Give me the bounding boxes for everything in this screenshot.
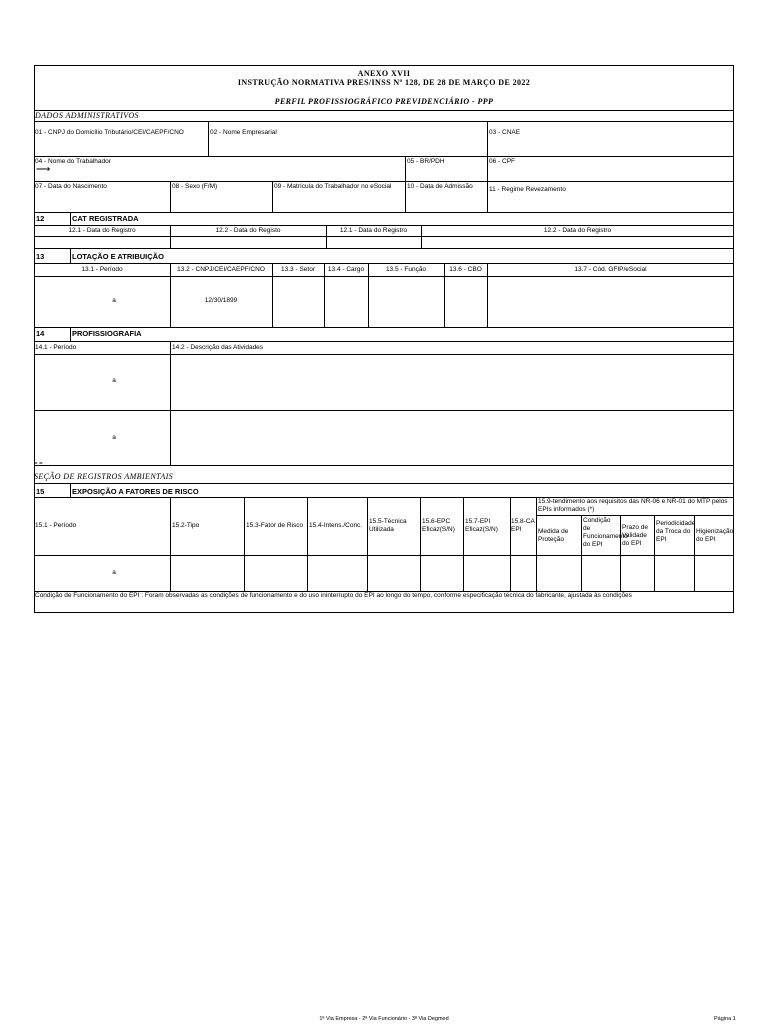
exposicao-sub-periodicidade: Periodicidade da Troca do EPI — [656, 520, 696, 543]
profissiografia-row-1-periodo: a — [112, 377, 116, 384]
cat-col-3: 12.1 - Data do Registro — [339, 227, 408, 234]
cat-section-number: 12 — [36, 214, 45, 223]
cat-col-4: 12.2 - Data do Registro — [543, 227, 612, 234]
field-10-label: 10 - Data de Admissão — [407, 183, 473, 190]
epi-condition-note: Condição de Funcionamento do EPI : Foram observadas as condições de funcionamento e do uso ininterrupto do EPI ao longo do tempo, conforme especificação técnica do fabricante, ajustada às condições — [35, 592, 632, 599]
exposicao-col-fator: 15.3-Fator de Risco — [246, 522, 304, 529]
lotacao-col-cbo: 13.6 - CBO — [449, 266, 482, 273]
exposicao-col-tipo: 15.2-Tipo — [172, 522, 200, 529]
cat-col-2: 12.2 - Data do Registo — [215, 227, 281, 234]
field-11-label: 11 - Regime Revezamento — [489, 186, 566, 193]
field-05-label: 05 - BR/PDH — [407, 158, 445, 165]
field-07-label: 07 - Data do Nascimento — [35, 183, 107, 190]
lotacao-col-gfip: 13.7 - Cód. GFIP/eSocial — [574, 266, 647, 273]
lotacao-section-title: LOTAÇÃO E ATRIBUIÇÃO — [72, 252, 164, 261]
lotacao-col-cargo: 13.4 - Cargo — [327, 266, 365, 273]
field-08-label: 08 - Sexo (F/M) — [172, 183, 218, 190]
profissiografia-col-periodo: 14.1 - Período — [35, 344, 77, 351]
exposicao-col-epc: 15.6-EPC Eficaz(S/N) — [422, 518, 455, 533]
field-01-label: 01 - CNPJ do Domicílio Tributário/CEI/CAEPF/CNO — [35, 129, 184, 136]
footer-page-number: Página 1 — [714, 1016, 736, 1022]
instruction-label: INSTRUÇÃO NORMATIVA PRES/INSS Nº 128, DE 28 DE MARÇO DE 2022 — [237, 78, 531, 87]
exposicao-sub-medida: Medida de Proteção — [538, 528, 569, 543]
field-03-label: 03 - CNAE — [489, 129, 521, 136]
field-04-label: 04 - Nome do Trabalhador — [35, 158, 111, 165]
exposicao-row-periodo: a — [112, 569, 116, 576]
exposicao-section-title: EXPOSIÇÃO A FATORES DE RISCO — [72, 487, 199, 496]
field-02-label: 02 - Nome Empresarial — [210, 129, 277, 136]
lotacao-col-funcao: 13.5 - Função — [385, 266, 427, 273]
lotacao-col-periodo: 13.1 - Período — [81, 266, 123, 273]
cat-col-1: 12.1 - Data do Registro — [68, 227, 136, 234]
lotacao-section-number: 13 — [36, 252, 45, 261]
footer-copies: 1ª Via Empresa - 2ª Via Funcionário - 3ª Via Degmed — [319, 1016, 449, 1022]
exposicao-sub-prazo: Prazo de Validade do EPI — [622, 524, 649, 547]
profissiografia-row-2-periodo: a — [112, 434, 116, 441]
exposicao-sub-higienizacao: Higienização do EPI — [696, 528, 734, 543]
profissiografia-col-descricao: 14.2 - Descrição das Atividades — [172, 344, 264, 351]
field-06-label: 06 - CPF — [489, 158, 516, 165]
exposicao-col-epi-eficaz: 15.7-EPI Eficaz(S/N) — [465, 518, 498, 533]
lotacao-col-cnpj: 13.2 - CNPJ/CEI/CAEPF/CNO — [177, 266, 265, 273]
registros-section-title: SEÇÃO DE REGISTROS AMBIENTAIS — [34, 472, 174, 481]
field-09-label: 09 - Matrícula do Trabalhador no eSocial — [274, 183, 392, 190]
arrow-right-icon: ⟶ — [36, 164, 51, 175]
exposicao-col-intensidade: 15.4-Intens./Conc. — [309, 522, 363, 529]
exposicao-section-number: 15 — [36, 487, 45, 496]
exposicao-col-nr-requisitos: 15.9-tendimento aos requisitos das NR-06 e NR-01 do MTP pelos EPIs informados (*) — [538, 498, 728, 513]
lotacao-row-cnpj: 12/30/1899 — [204, 297, 238, 304]
exposicao-col-tecnica: 15.5-Técnica Utilizada — [369, 518, 407, 533]
annex-label: ANEXO XVII — [357, 69, 411, 78]
profissiografia-section-title: PROFISSIOGRAFIA — [72, 329, 142, 338]
exposicao-sub-condicao: Condição de Funcionamento do EPI — [583, 517, 628, 548]
lotacao-col-setor: 13.3 - Setor — [281, 266, 315, 273]
exposicao-col-ca-epi: 15.8-CA EPI — [511, 518, 535, 533]
cat-section-title: CAT REGISTRADA — [72, 214, 139, 223]
profissiografia-section-number: 14 — [36, 329, 45, 338]
lotacao-row-periodo: a — [112, 297, 116, 304]
exposicao-col-periodo: 15.1 - Período — [35, 522, 77, 529]
admin-section-title: DADOS ADMINISTRATIVOS — [35, 111, 139, 120]
form-title: PERFIL PROFISSIOGRÁFICO PREVIDENCIÁRIO - PPP — [274, 97, 494, 106]
registros-mark: = = — [34, 461, 43, 467]
